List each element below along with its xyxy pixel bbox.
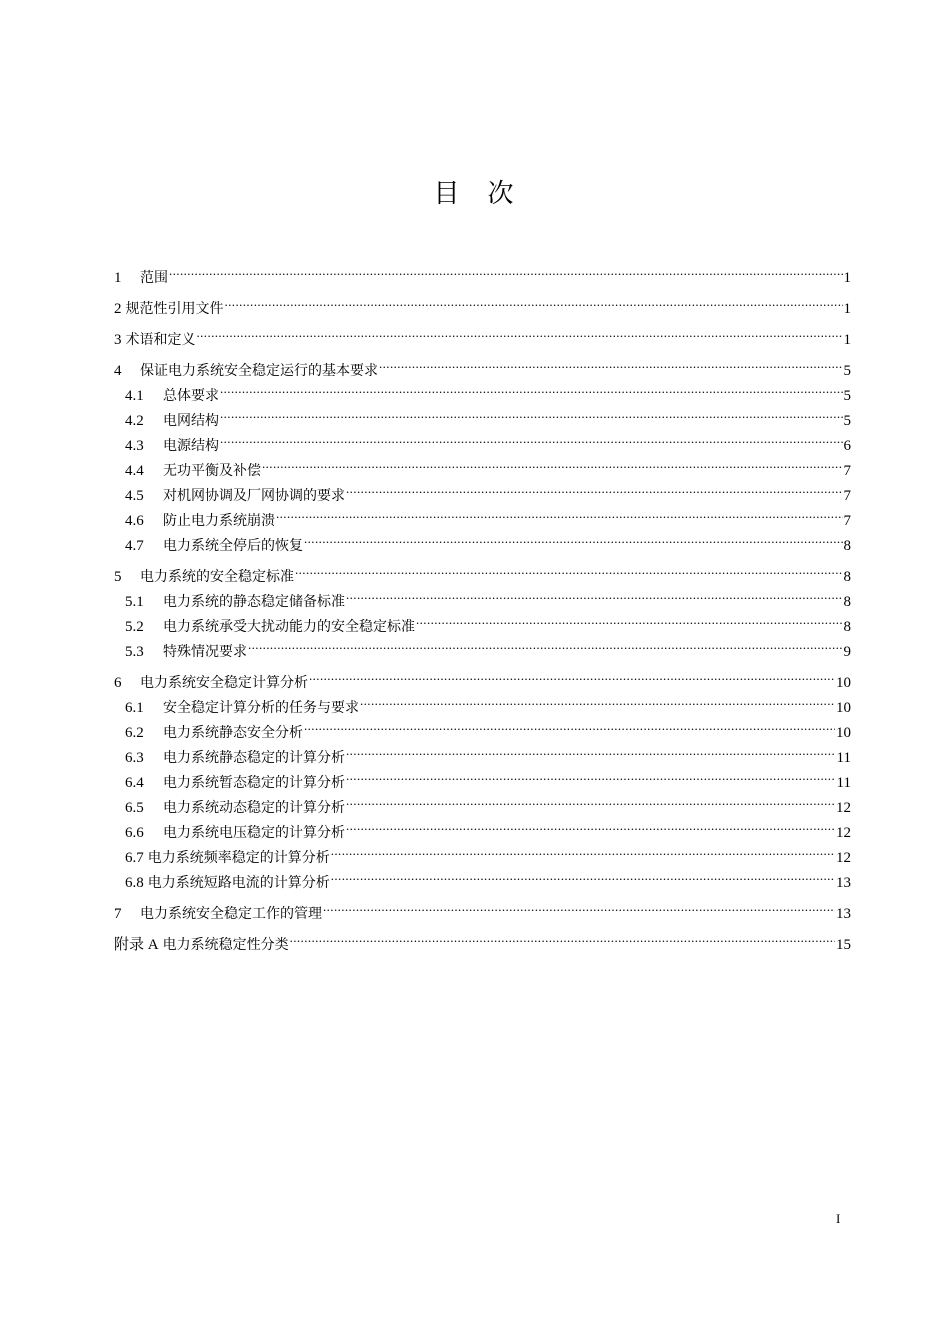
toc-entry-page: 11 [836, 750, 851, 766]
toc-entry-number: 4.1 [125, 388, 144, 404]
toc-entry-number: 2 [114, 301, 122, 317]
dot-leader [304, 712, 835, 737]
toc-entry[interactable] [114, 662, 851, 691]
toc-entry-page: 7 [843, 488, 851, 504]
toc-entry-number: 附录 A [114, 937, 159, 953]
toc-entry-page: 8 [843, 569, 851, 585]
dot-leader [346, 581, 843, 606]
toc-entry-number: 1 [114, 270, 122, 286]
toc-entry-label: 规范性引用文件 [125, 301, 224, 317]
toc-entry-label: 电源结构 [163, 438, 219, 454]
toc-entry[interactable] [114, 288, 851, 317]
dot-leader [346, 762, 836, 787]
dot-leader [220, 425, 843, 450]
toc-entry-page: 1 [843, 270, 851, 286]
toc-entry-number: 5.2 [125, 619, 144, 635]
toc-entry-page: 7 [843, 463, 851, 479]
toc-entry-number: 6 [114, 675, 122, 691]
toc-entry-page: 13 [836, 906, 851, 922]
toc-entry[interactable] [114, 400, 851, 429]
dot-leader [276, 500, 843, 525]
toc-entry[interactable] [114, 350, 851, 379]
toc-entry-page: 15 [836, 937, 851, 953]
table-of-contents [114, 257, 851, 953]
toc-entry-label: 电网结构 [163, 413, 219, 429]
toc-entry-label: 范围 [140, 270, 168, 286]
toc-entry-page: 8 [843, 619, 851, 635]
toc-entry-label: 防止电力系统崩溃 [163, 513, 275, 529]
dot-leader [346, 475, 843, 500]
page-title: 目次 [433, 179, 542, 209]
dot-leader [346, 787, 835, 812]
toc-entry[interactable] [114, 425, 851, 454]
dot-leader [220, 375, 843, 400]
footer-page-number: I [836, 1211, 841, 1226]
toc-entry-number: 6.4 [125, 775, 144, 791]
toc-entry-page: 1 [843, 301, 851, 317]
dot-leader [416, 606, 843, 631]
toc-entry-label: 电力系统安全稳定工作的管理 [140, 906, 322, 922]
toc-entry-page: 1 [843, 332, 851, 348]
toc-entry-page: 9 [843, 644, 851, 660]
toc-entry-page: 5 [843, 388, 851, 404]
toc-entry-page: 10 [836, 675, 851, 691]
toc-entry-number: 5.1 [125, 594, 144, 610]
dot-leader [379, 350, 843, 375]
toc-entry-label: 电力系统静态安全分析 [163, 725, 303, 741]
dot-leader [225, 288, 843, 313]
dot-leader [331, 837, 835, 862]
dot-leader [331, 862, 835, 887]
toc-entry[interactable] [114, 893, 851, 922]
toc-entry-label: 电力系统安全稳定计算分析 [140, 675, 308, 691]
dot-leader [304, 525, 843, 550]
toc-entry-label: 无功平衡及补偿 [163, 463, 261, 479]
toc-entry-label: 电力系统静态稳定的计算分析 [163, 750, 345, 766]
toc-entry-number: 6.8 [125, 875, 144, 891]
toc-entry-page: 12 [836, 825, 851, 841]
toc-entry-number: 4.5 [125, 488, 144, 504]
toc-entry-number: 5 [114, 569, 122, 585]
toc-entry-page: 6 [843, 438, 851, 454]
toc-entry-number: 4.2 [125, 413, 144, 429]
toc-entry-label: 电力系统的安全稳定标准 [140, 569, 294, 585]
dot-leader [169, 257, 843, 282]
toc-entry-page: 7 [843, 513, 851, 529]
toc-entry-number: 5.3 [125, 644, 144, 660]
dot-leader [262, 450, 843, 475]
toc-entry-label: 总体要求 [163, 388, 219, 404]
toc-entry-label: 电力系统暂态稳定的计算分析 [163, 775, 345, 791]
toc-entry-page: 13 [836, 875, 851, 891]
toc-entry-label: 术语和定义 [125, 332, 196, 348]
dot-leader [346, 812, 835, 837]
toc-entry-number: 4.6 [125, 513, 144, 529]
toc-entry-label: 特殊情况要求 [163, 644, 247, 660]
toc-entry-page: 10 [836, 725, 851, 741]
dot-leader [323, 893, 835, 918]
toc-entry-page: 8 [843, 594, 851, 610]
toc-entry-label: 电力系统电压稳定的计算分析 [163, 825, 345, 841]
toc-entry-number: 3 [114, 332, 122, 348]
toc-entry-page: 12 [836, 850, 851, 866]
toc-entry-label: 对机网协调及厂网协调的要求 [163, 488, 345, 504]
toc-entry-label: 电力系统全停后的恢复 [163, 538, 303, 554]
toc-entry-number: 7 [114, 906, 122, 922]
dot-leader [197, 319, 843, 344]
dot-leader [346, 737, 836, 762]
dot-leader [248, 631, 843, 656]
toc-entry-label: 电力系统稳定性分类 [162, 937, 289, 953]
toc-entry[interactable] [114, 257, 851, 286]
toc-entry-page: 8 [843, 538, 851, 554]
toc-entry[interactable] [114, 319, 851, 348]
toc-entry-label: 保证电力系统安全稳定运行的基本要求 [140, 363, 378, 379]
toc-entry[interactable] [114, 924, 851, 953]
dot-leader [220, 400, 843, 425]
toc-entry-label: 电力系统频率稳定的计算分析 [147, 850, 330, 866]
toc-entry-number: 6.7 [125, 850, 144, 866]
toc-entry-label: 电力系统动态稳定的计算分析 [163, 800, 345, 816]
toc-entry-label: 安全稳定计算分析的任务与要求 [163, 700, 359, 716]
toc-entry-page: 11 [836, 775, 851, 791]
toc-entry-number: 4.7 [125, 538, 144, 554]
toc-entry-label: 电力系统的静态稳定储备标准 [163, 594, 345, 610]
dot-leader [295, 556, 843, 581]
toc-entry-number: 6.5 [125, 800, 144, 816]
toc-entry-number: 6.6 [125, 825, 144, 841]
toc-entry[interactable] [114, 450, 851, 479]
toc-entry-number: 6.1 [125, 700, 144, 716]
toc-entry-number: 6.2 [125, 725, 144, 741]
toc-entry-label: 电力系统承受大扰动能力的安全稳定标准 [163, 619, 415, 635]
dot-leader [309, 662, 835, 687]
toc-entry-number: 6.3 [125, 750, 144, 766]
toc-entry-label: 电力系统短路电流的计算分析 [147, 875, 330, 891]
dot-leader [360, 687, 835, 712]
toc-entry-number: 4.4 [125, 463, 144, 479]
toc-entry-number: 4 [114, 363, 122, 379]
toc-entry-page: 12 [836, 800, 851, 816]
toc-entry-page: 5 [843, 363, 851, 379]
toc-entry-page: 5 [843, 413, 851, 429]
toc-entry[interactable] [114, 556, 851, 585]
toc-entry-page: 10 [836, 700, 851, 716]
toc-entry[interactable] [114, 375, 851, 404]
toc-entry-number: 4.3 [125, 438, 144, 454]
dot-leader [290, 924, 835, 949]
